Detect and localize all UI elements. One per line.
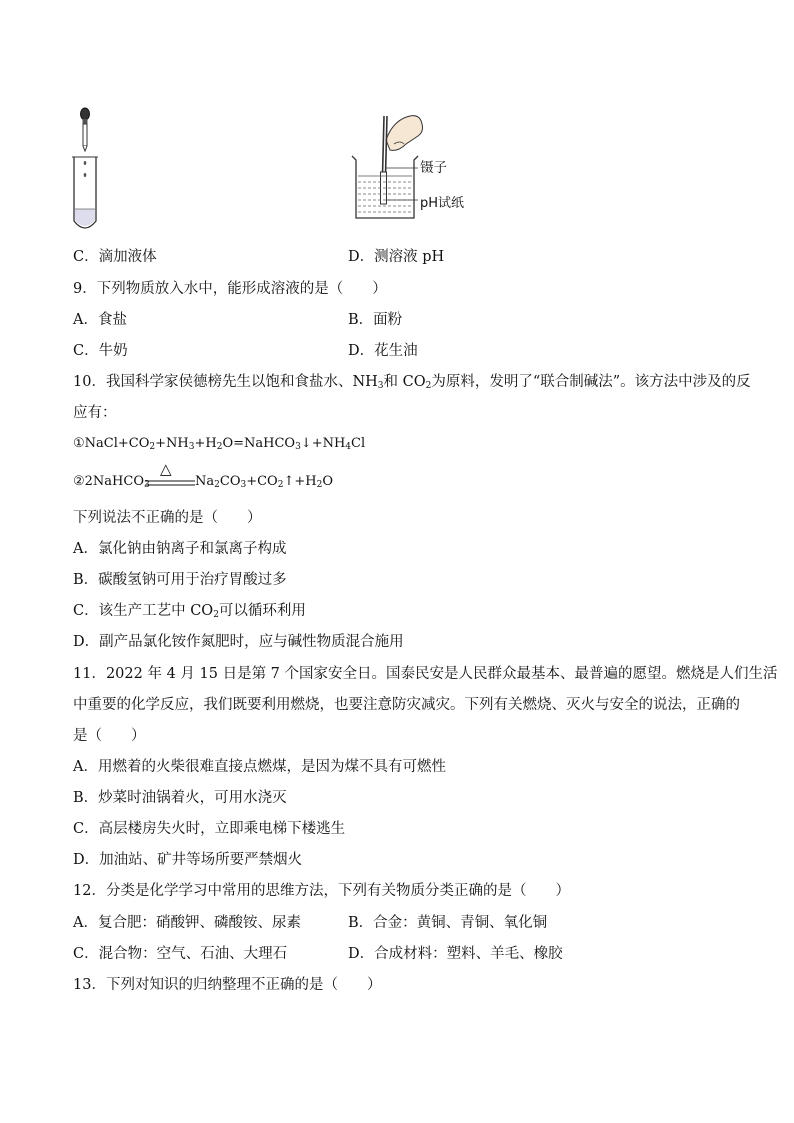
q9-row-cd — [73, 341, 418, 361]
q11-option-b: B．炒菜时油锅着火，可用水浇灭 — [73, 790, 287, 806]
q12-option-b: B．合金：黄铜、青铜、氧化铜 — [348, 915, 548, 931]
q10-stem-line2: 应有： — [73, 405, 117, 421]
dropper-test-tube-figure — [68, 105, 108, 235]
q10-option-c: C．该生产工艺中 $CO_2$可以循环利用 — [73, 603, 306, 620]
q9-row-ab — [73, 310, 403, 330]
q8-option-c: C．滴加液体 — [73, 249, 157, 265]
q9-option-c: C．牛奶 — [73, 343, 128, 359]
q11-option-d: D．加油站、矿井等场所要严禁烟火 — [73, 852, 303, 868]
q10-equation-1: $①NaCl+CO_2+NH_3+H_2O=NaHCO_3↓+NH_4Cl$ — [73, 436, 366, 452]
equals-bar — [145, 479, 195, 487]
tweezers-label: 镊子 — [420, 160, 447, 176]
q10-option-a: A．氯化钠由钠离子和氯离子构成 — [73, 541, 287, 557]
q10-option-d: D．副产品氯化铵作氮肥时，应与碱性物质混合施用 — [73, 634, 404, 650]
q12-row-ab — [73, 913, 548, 933]
q9-stem: 9．下列物质放入水中，能形成溶液的是（ ） — [73, 281, 387, 297]
q8-option-row — [73, 247, 445, 267]
q9-option-b: B．面粉 — [348, 312, 403, 328]
dropper-illustration — [68, 105, 108, 235]
q11-option-a: A．用燃着的火柴很难直接点燃煤，是因为煤不具有可燃性 — [73, 759, 446, 775]
q12-row-cd — [73, 944, 563, 964]
q10-option-b: B．碳酸氢钠可用于治疗胃酸过多 — [73, 572, 287, 588]
q11-stem-line1: 11．2022 年 4 月 15 日是第 7 个国家安全日。国泰民安是人民群众最基本、最普遍的愿望。燃烧是人们生活 — [73, 666, 778, 682]
q10-stem-line1: 10．我国科学家侯德榜先生以饱和食盐水、$NH_3$和 $CO_2$为原料，发明了“联合制碱法”。该方法中涉及的反 — [73, 374, 751, 391]
q13-stem: 13．下列对知识的归纳整理不正确的是（ ） — [73, 977, 382, 993]
q9-option-d: D．花生油 — [348, 343, 418, 359]
ph-paper-label: pH试纸 — [420, 196, 465, 211]
beaker-tweezers-illustration — [348, 110, 488, 230]
q9-option-a: A．食盐 — [73, 312, 127, 328]
q11-stem-line2: 中重要的化学反应，我们既要利用燃烧，也要注意防灾减灾。下列有关燃烧、灭火与安全的说法，正确的 — [73, 697, 740, 713]
q11-option-c: C．高层楼房失火时，立即乘电梯下楼逃生 — [73, 821, 346, 837]
q12-stem: 12．分类是化学学习中常用的思维方法，下列有关物质分类正确的是（ ） — [73, 883, 570, 899]
q10-ask: 下列说法不正确的是（ ） — [73, 510, 262, 526]
ph-test-figure — [348, 110, 488, 230]
q12-option-a: A．复合肥：硝酸钾、磷酸铵、尿素 — [73, 915, 301, 931]
q12-option-c: C．混合物：空气、石油、大理石 — [73, 946, 288, 962]
heating-condition: △ — [160, 460, 172, 478]
q11-stem-line3: 是（ ） — [73, 728, 146, 744]
q8-option-d: D．测溶液 pH — [348, 249, 445, 265]
q12-option-d: D．合成材料：塑料、羊毛、橡胶 — [348, 946, 563, 962]
